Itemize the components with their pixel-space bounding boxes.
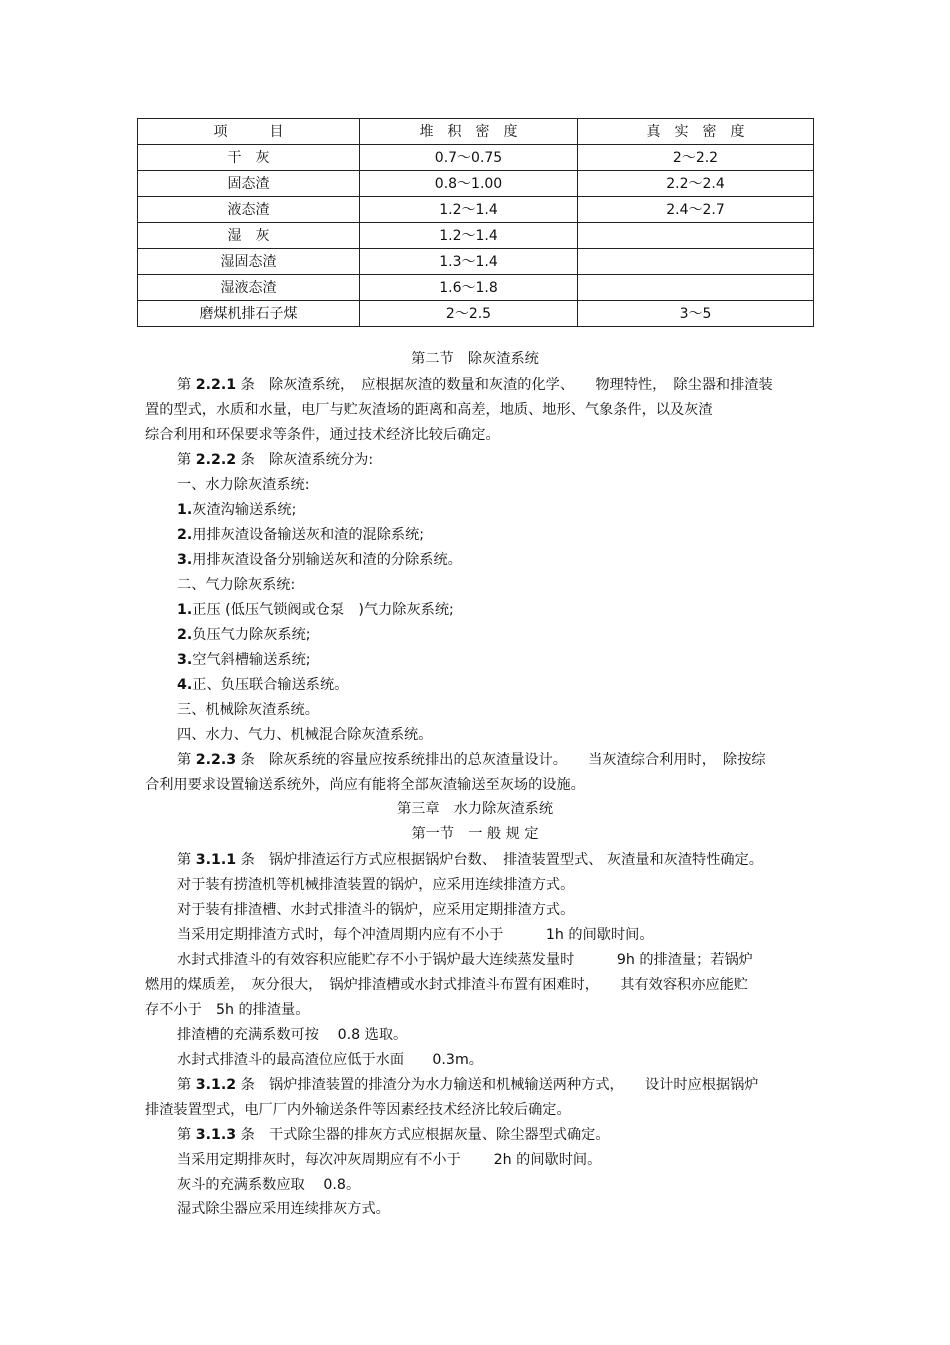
table-cell: 湿固态渣 <box>138 249 360 275</box>
section-title: 第一节 一 般 规 定 <box>411 826 539 842</box>
table-row <box>138 197 814 223</box>
paragraph-line: 水封式排渣斗的有效容积应能贮存不小于锅炉最大连续蒸发量时 9h 的排渣量；若锅炉 <box>177 952 753 968</box>
paragraph: 灰斗的充满系数应取 0.8。 <box>177 1177 361 1193</box>
paragraph: 对于装有排渣槽、水封式排渣斗的锅炉，应采用定期排渣方式。 <box>177 902 575 918</box>
table-cell: 1.2～1.4 <box>360 223 578 249</box>
table-cell: 2.2～2.4 <box>578 171 814 197</box>
chapter-title: 第三章 水力除灰渣系统 <box>396 801 554 817</box>
list-item: 3.用排灰渣设备分别输送灰和渣的分除系统。 <box>177 552 462 568</box>
article-number: 3.1.1 <box>195 852 237 868</box>
paragraph: 排渣槽的充满系数可按 0.8 选取。 <box>177 1027 408 1043</box>
table-cell <box>578 223 814 249</box>
table-row <box>138 145 814 171</box>
article-2-2-1-line3: 综合利用和环保要求等条件，通过技术经济比较后确定。 <box>145 427 500 443</box>
table-cell: 1.2～1.4 <box>360 197 578 223</box>
article-number: 2.2.2 <box>195 452 237 468</box>
paragraph-line: 存不小于 5h 的排渣量。 <box>145 1002 310 1018</box>
table-cell: 2～2.2 <box>578 145 814 171</box>
table-row <box>138 275 814 301</box>
paragraph: 湿式除尘器应采用连续排灰方式。 <box>177 1201 390 1217</box>
table-cell: 1.6～1.8 <box>360 275 578 301</box>
table-header-row <box>138 119 814 145</box>
table-cell: 固态渣 <box>138 171 360 197</box>
article-3-1-2-line2: 排渣装置型式，电厂厂内外输送条件等因素经技术经济比较后确定。 <box>145 1102 571 1118</box>
subsection-mixed: 四、水力、气力、机械混合除灰渣系统。 <box>177 727 433 743</box>
table-row <box>138 301 814 327</box>
paragraph: 对于装有捞渣机等机械排渣装置的锅炉，应采用连续排渣方式。 <box>177 877 575 893</box>
table-row <box>138 223 814 249</box>
paragraph-line: 燃用的煤质差， 灰分很大， 锅炉排渣槽或水封式排渣斗布置有困难时， 其有效容积亦应能贮 <box>145 977 748 993</box>
table-cell: 湿 灰 <box>138 223 360 249</box>
table-cell: 液态渣 <box>138 197 360 223</box>
article-number: 3.1.3 <box>195 1127 237 1143</box>
density-table <box>137 118 814 327</box>
article-number: 2.2.1 <box>195 377 237 393</box>
list-item: 3.空气斜槽输送系统; <box>177 652 311 668</box>
subsection-mechanical: 三、机械除灰渣系统。 <box>177 702 319 718</box>
table-cell: 干 灰 <box>138 145 360 171</box>
table-cell: 1.3～1.4 <box>360 249 578 275</box>
article-2-2-1-line1: 第 2.2.1 条 除灰渣系统， 应根据灰渣的数量和灰渣的化学、 物理特性， 除尘器和排渣装 <box>177 377 773 393</box>
table-cell: 0.8～1.00 <box>360 171 578 197</box>
list-item: 1.正压 (低压气锁阀或仓泵 )气力除灰系统; <box>177 602 454 618</box>
header-item: 项 目 <box>138 119 360 145</box>
list-item: 2.用排灰渣设备输送灰和渣的混除系统; <box>177 527 425 543</box>
paragraph: 水封式排渣斗的最高渣位应低于水面 0.3m。 <box>177 1052 483 1068</box>
table-cell: 0.7～0.75 <box>360 145 578 171</box>
article-number: 3.1.2 <box>195 1077 237 1093</box>
header-bulk-density: 堆 积 密 度 <box>360 119 578 145</box>
section-title: 第二节 除灰渣系统 <box>411 351 539 367</box>
article-3-1-3: 第 3.1.3 条 干式除尘器的排灰方式应根据灰量、除尘器型式确定。 <box>177 1127 610 1143</box>
table-cell: 2.4～2.7 <box>578 197 814 223</box>
list-item: 1.灰渣沟输送系统; <box>177 502 297 518</box>
table-cell <box>578 249 814 275</box>
article-2-2-3-line2: 合利用要求设置输送系统外，尚应有能将全部灰渣输送至灰场的设施。 <box>145 777 585 793</box>
paragraph: 当采用定期排渣方式时，每个冲渣周期内应有不小于 1h 的间歇时间。 <box>177 927 654 943</box>
list-item: 4.正、负压联合输送系统。 <box>177 677 349 693</box>
table-cell: 湿液态渣 <box>138 275 360 301</box>
article-number: 2.2.3 <box>195 752 237 768</box>
article-3-1-2-line1: 第 3.1.2 条 锅炉排渣装置的排渣分为水力输送和机械输送两种方式， 设计时应根据锅炉 <box>177 1077 759 1093</box>
subsection-pneumatic: 二、气力除灰系统: <box>177 577 296 593</box>
table-row <box>138 171 814 197</box>
table-row <box>138 249 814 275</box>
table-cell <box>578 275 814 301</box>
article-2-2-1-line2: 置的型式，水质和水量，电厂与贮灰渣场的距离和高差，地质、地形、气象条件，以及灰渣 <box>145 402 713 418</box>
article-2-2-2: 第 2.2.2 条 除灰渣系统分为: <box>177 452 374 468</box>
paragraph: 当采用定期排灰时，每次冲灰周期应有不小于 2h 的间歇时间。 <box>177 1152 602 1168</box>
list-item: 2.负压气力除灰系统; <box>177 627 311 643</box>
table-cell: 2～2.5 <box>360 301 578 327</box>
table-cell: 磨煤机排石子煤 <box>138 301 360 327</box>
table-cell: 3～5 <box>578 301 814 327</box>
article-2-2-3-line1: 第 2.2.3 条 除灰系统的容量应按系统排出的总灰渣量设计。 当灰渣综合利用时， 除按综 <box>177 752 766 768</box>
subsection-hydraulic: 一、水力除灰渣系统: <box>177 477 310 493</box>
header-true-density: 真 实 密 度 <box>578 119 814 145</box>
article-3-1-1: 第 3.1.1 条 锅炉排渣运行方式应根据锅炉台数、 排渣装置型式、 灰渣量和灰渣特性确定。 <box>177 852 763 868</box>
